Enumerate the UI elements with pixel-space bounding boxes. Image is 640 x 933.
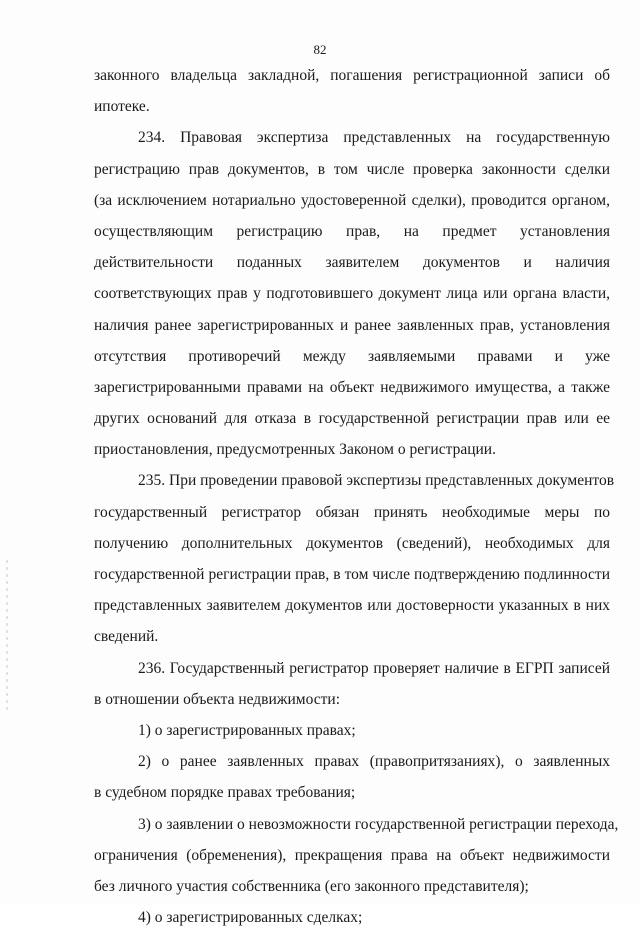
text-line: регистрацию прав документов, в том числе проверка законности сделки (94, 160, 610, 178)
text-line: государственный регистратор обязан принять необходимые меры по (94, 503, 610, 521)
text-line: 236. Государственный регистратор проверяет наличие в ЕГРП записей (138, 659, 610, 677)
text-line: соответствующих прав у подготовившего документ лица или органа власти, (94, 285, 610, 303)
document-body (94, 60, 619, 933)
text-line: законного владельца закладной, погашения регистрационной записи об (94, 67, 610, 84)
text-line: 4) о зарегистрированных сделках; (138, 909, 363, 927)
text-line: без личного участия собственника (его законного представителя); (94, 877, 529, 895)
text-line: получению дополнительных документов (сведений), необходимых для (94, 534, 610, 552)
text-line: отсутствия противоречий между заявляемыми правами и уже (94, 347, 610, 365)
text-line: ипотеке. (94, 98, 150, 116)
text-line: в судебном порядке правах требования; (94, 784, 356, 802)
text-line: 234. Правовая экспертиза представленных на государственную (138, 129, 610, 147)
text-line: сведений. (94, 628, 159, 646)
scan-artifact (6, 560, 8, 710)
text-line: в отношении объекта недвижимости: (94, 690, 340, 708)
text-line: наличия ранее зарегистрированных и ранее заявленных прав, установления (94, 316, 610, 334)
text-line: приостановления, предусмотренных Законом о регистрации. (94, 441, 496, 459)
text-line: 3) о заявлении о невозможности государственной регистрации перехода, (138, 815, 619, 833)
page-number: 82 (313, 42, 327, 57)
text-line: (за исключением нотариально удостоверенной сделки), проводится органом, (94, 191, 610, 209)
text-line: осуществляющим регистрацию прав, на предмет установления (94, 222, 610, 240)
text-line: ограничения (обременения), прекращения права на объект недвижимости (94, 846, 610, 864)
text-line: действительности поданных заявителем документов и наличия (94, 254, 610, 272)
text-line: других оснований для отказа в государственной регистрации прав или ее (94, 410, 610, 428)
text-line: 1) о зарегистрированных правах; (138, 721, 356, 739)
text-line: зарегистрированными правами на объект недвижимого имущества, а также (94, 378, 610, 396)
text-line: государственной регистрации прав, в том числе подтверждению подлинности (94, 566, 610, 583)
text-line: 235. При проведении правовой экспертизы представленных документов (138, 472, 615, 490)
text-line: представленных заявителем документов или достоверности указанных в них (94, 597, 610, 615)
text-line: 2) о ранее заявленных правах (правопритязаниях), о заявленных (138, 753, 610, 771)
